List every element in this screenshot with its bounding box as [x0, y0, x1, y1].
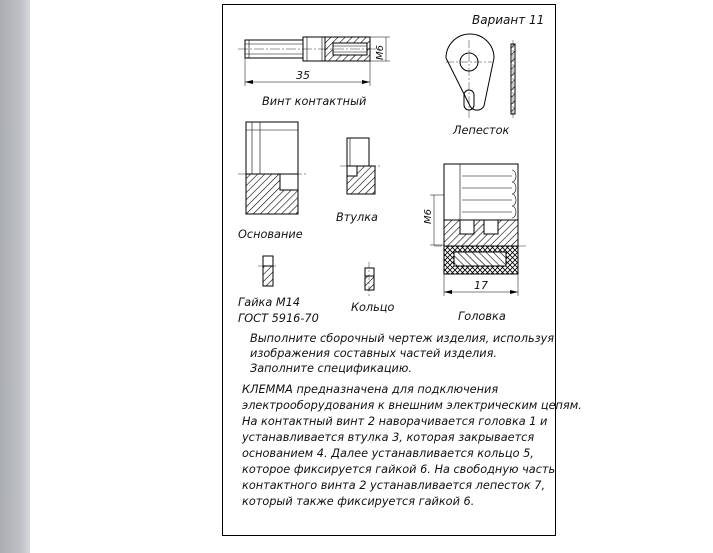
description-line-1: КЛЕММА предназначена для подключения [242, 383, 499, 396]
screw-drawing [238, 37, 390, 86]
base-label: Основание [238, 228, 303, 241]
description-line-6: которое фиксируется гайкой 6. На свободную часть [242, 463, 556, 476]
ring-label: Кольцо [351, 301, 395, 314]
tab-label: Лепесток [453, 124, 510, 137]
head-thread-dim: М6 [423, 209, 434, 224]
ring-drawing [365, 262, 374, 296]
base-drawing [238, 122, 306, 214]
head-width-dim: 17 [474, 279, 488, 292]
task-line-1: Выполните сборочный чертеж изделия, используя [250, 332, 555, 345]
head-label: Головка [458, 310, 506, 323]
task-line-2: изображения составных частей изделия. [250, 347, 497, 360]
tab-drawing [446, 34, 515, 118]
screw-thread-dim: М6 [375, 45, 386, 60]
screw-length-dim: 35 [296, 69, 310, 82]
bushing-label: Втулка [336, 211, 378, 224]
variant-label: Вариант 11 [472, 13, 545, 27]
bushing-drawing [340, 138, 382, 194]
nut-drawing [258, 256, 278, 286]
description-line-8: который также фиксируется гайкой 6. [242, 495, 475, 508]
description-line-4: устанавливается втулка 3, которая закрывается [242, 431, 535, 444]
head-drawing [430, 164, 526, 296]
description-line-7: контактного винта 2 устанавливается лепесток 7, [242, 479, 546, 492]
nut-standard-label: ГОСТ 5916-70 [238, 312, 319, 325]
screw-label: Винт контактный [262, 95, 367, 108]
description-line-3: На контактный винт 2 наворачивается головка 1 и [242, 415, 548, 428]
description-line-5: основанием 4. Далее устанавливается кольцо 5, [242, 447, 534, 460]
description-line-2: электрооборудования к внешним электрическим цепям. [242, 399, 582, 412]
nut-label: Гайка М14 [238, 296, 301, 309]
task-line-3: Заполните спецификацию. [250, 362, 412, 375]
